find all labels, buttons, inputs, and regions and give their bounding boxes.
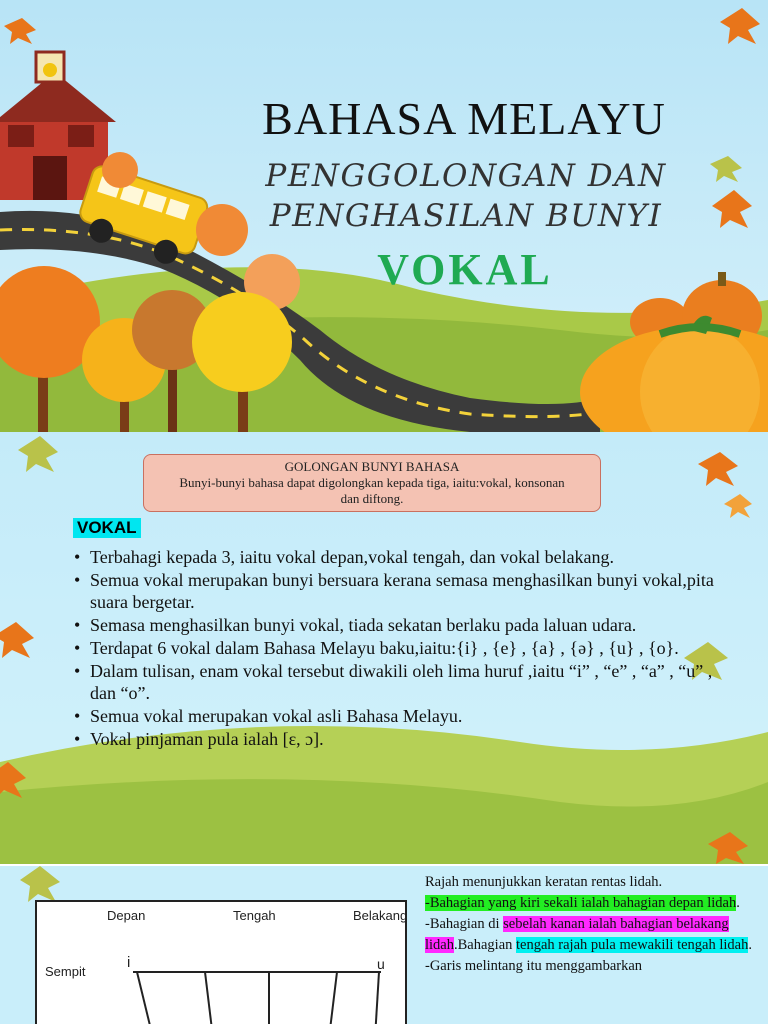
subtitle <box>256 156 676 236</box>
page-title: BAHASA MELAYU <box>262 93 666 144</box>
caption-line: -Garis melintang itu menggambarkan <box>425 958 643 974</box>
subtitle-line: PENGHASILAN BUNYI <box>269 198 663 234</box>
caption-line <box>425 914 765 956</box>
vowel-chart-lines <box>37 902 408 1024</box>
bullet-list <box>74 546 724 751</box>
label-belakang: Belakang <box>353 908 408 923</box>
highlight-cyan: tengah rajah pula mewakili tengah lidah <box>516 937 749 953</box>
caption-line: Rajah menunjukkan keratan rentas lidah. <box>425 874 663 890</box>
list-item: • Vokal pinjaman pula ialah [ɛ, ɔ]. <box>74 728 724 750</box>
caption-punct: . <box>748 937 752 953</box>
content-slide <box>0 432 768 864</box>
list-item: • Semua vokal merupakan bunyi bersuara kerana semasa menghasilkan bunyi vokal,pita suara bergetar. <box>74 569 724 613</box>
caption-text: .Bahagian <box>454 937 517 953</box>
caption-line <box>425 893 765 914</box>
diagram-caption <box>425 872 765 977</box>
list-item: • Terdapat 6 vokal dalam Bahasa Melayu baku,iaitu:{i} , {e} , {a} , {ə} , {u} , {o}. <box>74 637 724 659</box>
section-label: VOKAL <box>73 518 141 538</box>
label-sempit: Sempit <box>45 964 86 979</box>
subtitle-line: PENGGOLONGAN DAN <box>265 158 667 194</box>
tongue-cross-section-diagram <box>35 900 407 1024</box>
title-slide <box>0 0 768 432</box>
list-item: • Dalam tulisan, enam vokal tersebut diwakili oleh lima huruf ,iaitu “i” , “e” , “a” , “u” , dan “o”. <box>74 660 724 704</box>
vowel-i: i <box>127 954 131 971</box>
box-text: Bunyi-bunyi bahasa dapat digolongkan kepada tiga, iaitu:vokal, konsonan dan diftong. <box>179 475 565 506</box>
bell-icon <box>43 63 57 77</box>
golongan-box <box>143 454 601 512</box>
diagram-slide <box>0 864 768 1024</box>
vokal-heading: VOKAL <box>377 245 553 294</box>
label-tengah: Tengah <box>233 908 276 923</box>
highlight-magenta: sebelah kanan ialah bahagian belakang lidah <box>425 916 729 953</box>
list-item: • Semasa menghasilkan bunyi vokal, tiada sekatan berlaku pada laluan udara. <box>74 614 724 636</box>
leaf-icon <box>710 156 742 182</box>
label-depan: Depan <box>107 908 146 923</box>
leaf-icon <box>20 866 60 902</box>
caption-text: -Bahagian di <box>425 916 504 932</box>
caption-punct: . <box>736 895 740 911</box>
vowel-u: u <box>377 956 385 972</box>
list-item: • Semua vokal merupakan vokal asli Bahasa Melayu. <box>74 705 724 727</box>
school-door <box>33 156 67 200</box>
list-item: • Terbahagi kepada 3, iaitu vokal depan,vokal tengah, dan vokal belakang. <box>74 546 724 568</box>
box-title: GOLONGAN BUNYI BAHASA <box>284 459 460 474</box>
highlight-green: -Bahagian yang kiri sekali ialah bahagian depan lidah <box>425 895 737 911</box>
